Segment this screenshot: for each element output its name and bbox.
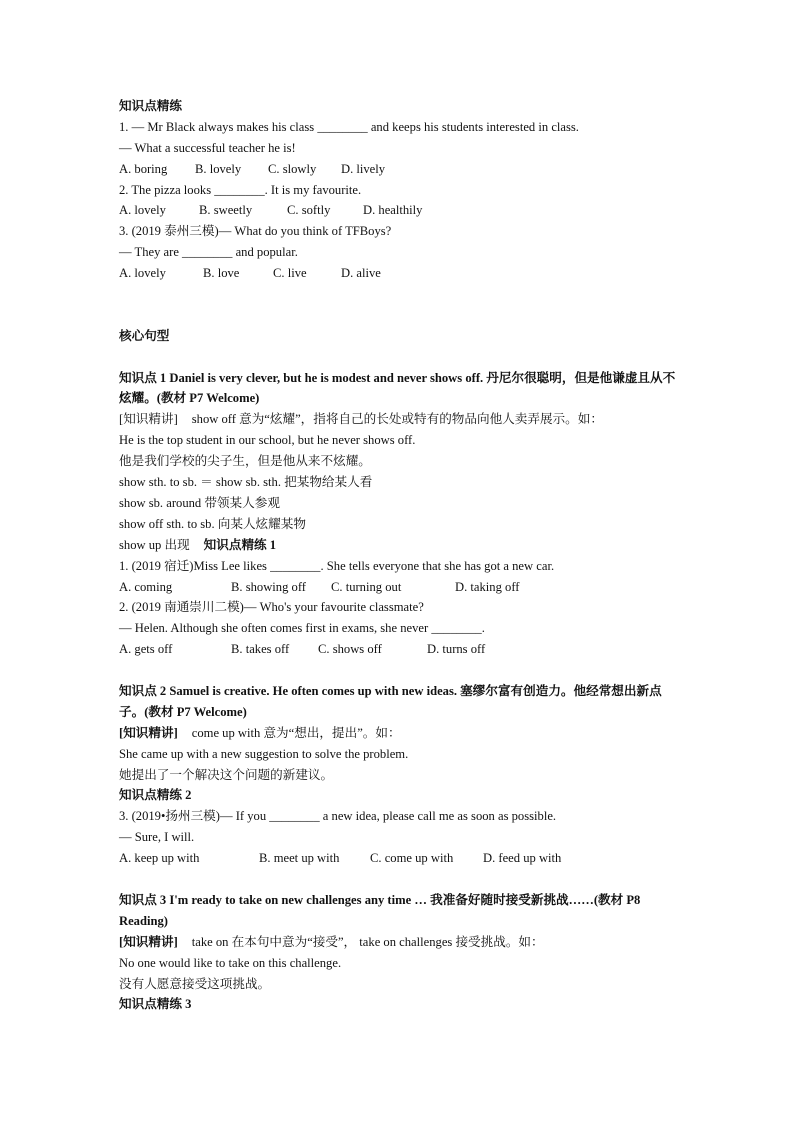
spacer — [119, 305, 681, 326]
knowledge-point-1-note — [119, 409, 681, 430]
option: B. showing off — [231, 579, 306, 594]
example-english: She came up with a new suggestion to solve the problem. — [119, 746, 409, 761]
question-2-line-a: 2. (2019 南通崇川二模)— Who's your favourite classmate? — [119, 600, 424, 615]
option: D. lively — [341, 161, 386, 176]
option: C. live — [273, 266, 307, 281]
example-english: He is the top student in our school, but he never shows off. — [119, 433, 416, 448]
option: D. turns off — [427, 642, 486, 657]
practice-heading: 知识点精练 1 — [203, 537, 277, 552]
question-1-line-b: — What a successful teacher he is! — [119, 140, 296, 155]
note-text: come up with 意为“想出，提出”。如： — [191, 725, 401, 740]
option: A. keep up with — [119, 851, 200, 866]
option: C. turning out — [331, 579, 402, 594]
question-3-options — [119, 263, 681, 284]
spacer — [119, 284, 681, 305]
spacer — [119, 347, 681, 368]
option: C. shows off — [318, 642, 382, 657]
knowledge-point-1-title: 知识点 1 Daniel is very clever, but he is modest and never shows off. 丹尼尔很聪明，但是他谦虚且从不炫耀。(教材 P7 Welcome) — [119, 370, 676, 406]
question-3-line-b: — They are ________ and popular. — [119, 245, 298, 260]
option: B. love — [203, 266, 240, 281]
question-3-line-b: — Sure, I will. — [119, 830, 195, 845]
example-english: No one would like to take on this challenge. — [119, 955, 342, 970]
phrase-line — [119, 535, 681, 556]
phrase-line: show off sth. to sb. 向某人炫耀某物 — [119, 516, 306, 531]
option: C. softly — [287, 203, 331, 218]
spacer — [119, 869, 681, 890]
option: B. meet up with — [259, 851, 340, 866]
question-3-options — [119, 848, 681, 869]
question-1-line-a: 1. (2019 宿迁)Miss Lee likes ________. She tells everyone that she has got a new car. — [119, 558, 555, 573]
note-text: take on 在本句中意为“接受”， take on challenges 接受挑战。如： — [191, 934, 544, 949]
option: B. sweetly — [199, 203, 253, 218]
note-label: [知识精讲] — [119, 412, 178, 427]
option: C. slowly — [268, 161, 317, 176]
example-chinese: 她提出了一个解决这个问题的新建议。 — [119, 767, 334, 782]
option: A. boring — [119, 161, 168, 176]
option: D. alive — [341, 266, 381, 281]
note-label: [知识精讲] — [119, 934, 178, 949]
option: A. coming — [119, 579, 173, 594]
note-label: [知识精讲] — [119, 725, 178, 740]
knowledge-point-3-title: 知识点 3 I'm ready to take on new challenges any time … 我准备好随时接受新挑战……(教材 P8 Reading) — [119, 892, 641, 928]
practice-heading: 知识点精练 3 — [119, 997, 192, 1012]
practice-heading: 知识点精练 — [119, 99, 182, 113]
option: D. feed up with — [483, 851, 562, 866]
option: B. lovely — [195, 161, 242, 176]
option: A. lovely — [119, 203, 166, 218]
knowledge-point-2-title: 知识点 2 Samuel is creative. He often comes up with new ideas. 塞缪尔富有创造力。他经常想出新点子。(教材 P7 Welcome) — [119, 683, 662, 719]
knowledge-point-2-note — [119, 723, 681, 744]
note-text: show off 意为“炫耀”，指将自己的长处或特有的物品向他人卖弄展示。如： — [191, 412, 603, 427]
option: C. come up with — [370, 851, 454, 866]
option: D. healthily — [363, 203, 423, 218]
knowledge-point-3-note — [119, 932, 681, 953]
question-1-options — [119, 159, 681, 180]
question-2-line-b: — Helen. Although she often comes first in exams, she never ________. — [119, 621, 485, 636]
practice-heading: 知识点精练 2 — [119, 788, 192, 803]
section-title: 核心句型 — [119, 328, 170, 343]
question-3-line-a: 3. (2019 泰州三模)— What do you think of TFBoys? — [119, 224, 392, 239]
question-1-options — [119, 577, 681, 598]
question-2-options — [119, 200, 681, 221]
question-2-line-a: 2. The pizza looks ________. It is my favourite. — [119, 182, 362, 197]
option: A. gets off — [119, 642, 173, 657]
spacer — [119, 660, 681, 681]
content-column — [119, 96, 681, 1015]
question-3-line-a: 3. (2019•扬州三模)— If you ________ a new idea, please call me as soon as possible. — [119, 809, 557, 824]
example-chinese: 没有人愿意接受这项挑战。 — [119, 976, 271, 991]
phrase-line: show sb. around 带领某人参观 — [119, 495, 280, 510]
question-1-line-a: 1. — Mr Black always makes his class ________ and keeps his students interested in class. — [119, 119, 579, 134]
option: D. taking off — [455, 579, 520, 594]
option: A. lovely — [119, 266, 166, 281]
example-chinese: 他是我们学校的尖子生，但是他从来不炫耀。 — [119, 454, 371, 469]
phrase-line: show sth. to sb. ＝ show sb. sth. 把某物给某人看 — [119, 475, 373, 490]
phrase-text: show up 出现 — [119, 537, 190, 552]
question-2-options — [119, 639, 681, 660]
option: B. takes off — [231, 642, 290, 657]
